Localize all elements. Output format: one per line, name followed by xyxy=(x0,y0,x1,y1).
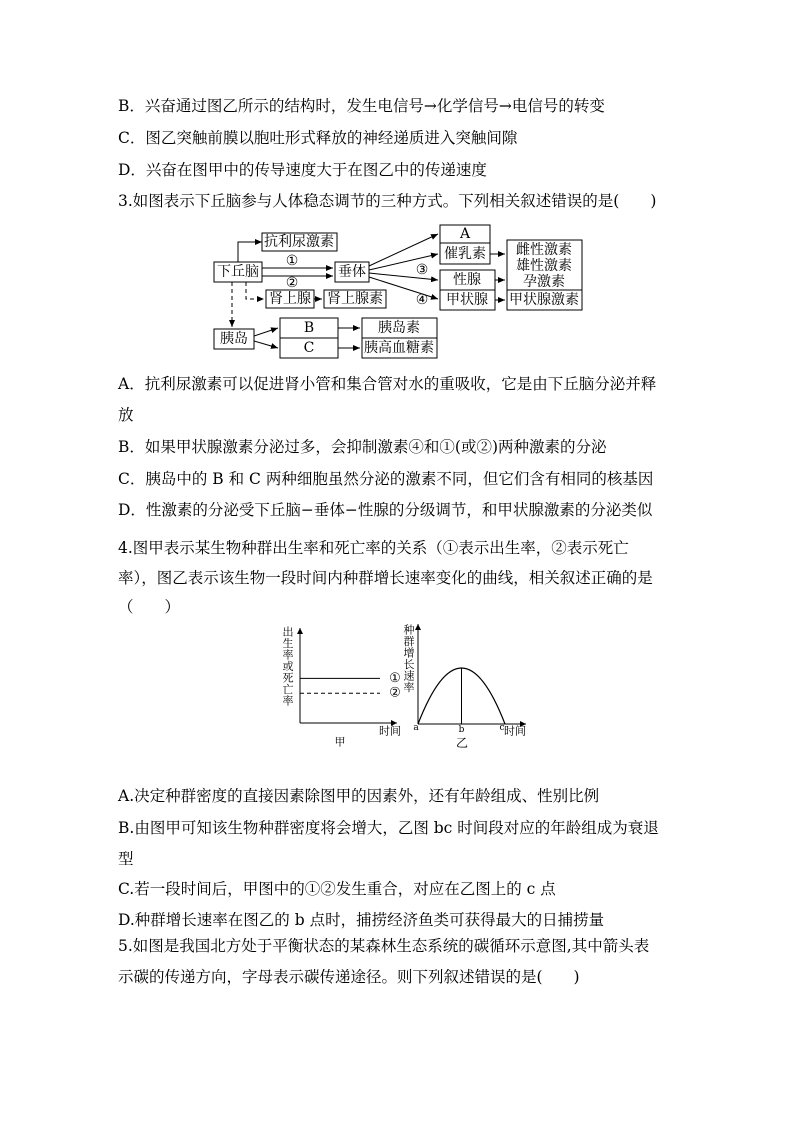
label-thyroxine: 甲状腺激素 xyxy=(509,292,579,308)
label-a: A xyxy=(459,226,471,242)
label-insulin: 胰岛素 xyxy=(378,320,420,336)
q3-option-b: B．如果甲状腺激素分泌过多，会抑制激素④和①(或②)两种激素的分泌 xyxy=(118,438,607,456)
yi-x-label: 时间 xyxy=(504,724,526,738)
chart-yi xyxy=(404,624,527,751)
jia-y-label-char: 亡 xyxy=(282,683,294,696)
q4-option-a: A.决定种群密度的直接因素除图甲的因素外，还有年龄组成、性别比例 xyxy=(118,787,600,805)
jia-series-label-1: ① xyxy=(389,670,401,686)
jia-y-label-char: 死 xyxy=(282,671,294,685)
q4-option-c: C.若一段时间后，甲图中的①②发生重合，对应在乙图上的 c 点 xyxy=(118,880,556,898)
label-arrow-3: ③ xyxy=(415,262,429,278)
q2-option-c: C．图乙突触前膜以胞吐形式释放的神经递质进入突触间隙 xyxy=(118,129,518,147)
label-adh: 抗利尿激素 xyxy=(264,234,334,250)
yi-y-label-char: 长 xyxy=(403,658,415,671)
label-adrenal: 肾上腺 xyxy=(269,291,311,307)
q5-stem-line1: 5.如图是我国北方处于平衡状态的某森林生态系统的碳循环示意图,其中箭头表 xyxy=(118,937,650,955)
label-thyroid: 甲状腺 xyxy=(446,292,488,308)
yi-y-label-char: 种 xyxy=(403,623,415,637)
yi-tick-c: c xyxy=(499,723,505,733)
q4-stem-line3: （ ） xyxy=(118,598,181,616)
label-arrow-4: ④ xyxy=(415,292,429,308)
yi-y-label-char: 增 xyxy=(403,646,415,660)
jia-y-label-char: 出 xyxy=(282,625,294,639)
label-pancreas: 胰岛 xyxy=(220,331,248,347)
jia-title: 甲 xyxy=(334,735,346,749)
jia-y-label-char: 率 xyxy=(282,648,294,662)
label-glucagon: 胰高血糖素 xyxy=(364,340,434,356)
label-estrogen: 雌性激素 xyxy=(516,242,572,258)
label-progesterone: 孕激素 xyxy=(523,274,565,290)
yi-tick-a: a xyxy=(413,723,419,733)
q3-option-a-line2: 放 xyxy=(118,406,134,424)
q4-stem-line2: 率），图乙表示该生物一段时间内种群增长速率变化的曲线，相关叙述正确的是 xyxy=(118,569,653,587)
yi-y-label-char: 速 xyxy=(403,669,415,683)
q4-stem-line1: 4.图甲表示某生物种群出生率和死亡率的关系（①表示出生率，②表示死亡 xyxy=(118,539,629,557)
label-arrow-1: ① xyxy=(285,253,299,269)
q3-option-a-line1: A．抗利尿激素可以促进肾小管和集合管对水的重吸收，它是由下丘脑分泌并释 xyxy=(118,375,657,393)
label-c: C xyxy=(303,340,315,356)
q3-stem: 3.如图表示下丘脑参与人体稳态调节的三种方式。下列相关叙述错误的是( ) xyxy=(118,192,657,210)
label-prolactin: 催乳素 xyxy=(444,246,486,262)
label-adrenaline: 肾上腺素 xyxy=(327,291,383,307)
jia-y-label-char: 或 xyxy=(282,660,294,673)
jia-x-label: 时间 xyxy=(379,724,401,738)
q4-option-b-line2: 型 xyxy=(118,850,134,868)
q3-option-c: C．胰岛中的 B 和 C 两种细胞虽然分泌的激素不同，但它们含有相同的核基因 xyxy=(118,470,654,488)
label-gonad: 性腺 xyxy=(453,272,481,288)
label-androgen: 雄性激素 xyxy=(516,258,572,274)
label-b: B xyxy=(303,320,315,336)
yi-tick-b: b xyxy=(458,725,465,735)
yi-y-label-char: 率 xyxy=(403,681,415,694)
label-pituitary: 垂体 xyxy=(338,264,366,280)
label-arrow-2: ② xyxy=(285,275,299,291)
yi-y-label-char: 群 xyxy=(403,635,415,648)
label-hypothalamus: 下丘脑 xyxy=(217,264,259,280)
q5-stem-line2: 示碳的传递方向，字母表示碳传递途径。则下列叙述错误的是( ) xyxy=(118,968,580,986)
jia-y-label-char: 率 xyxy=(282,694,294,708)
chart-jia xyxy=(283,625,402,749)
q3-option-d: D．性激素的分泌受下丘脑−垂体−性腺的分级调节，和甲状腺激素的分泌类似 xyxy=(118,501,653,519)
jia-y-label-char: 生 xyxy=(282,637,294,650)
q2-option-b: B．兴奋通过图乙所示的结构时，发生电信号→化学信号→电信号的转变 xyxy=(118,97,605,115)
q4-option-b-line1: B.由图甲可知该生物种群密度将会增大，乙图 bc 时间段对应的年龄组成为衰退 xyxy=(118,819,659,837)
q2-option-d: D．兴奋在图甲中的传导速度大于在图乙中的传递速度 xyxy=(118,161,487,179)
q4-option-d: D.种群增长速率在图乙的 b 点时，捕捞经济鱼类可获得最大的日捕捞量 xyxy=(118,911,605,929)
jia-series-label-2: ② xyxy=(389,685,401,701)
yi-title: 乙 xyxy=(455,736,469,750)
